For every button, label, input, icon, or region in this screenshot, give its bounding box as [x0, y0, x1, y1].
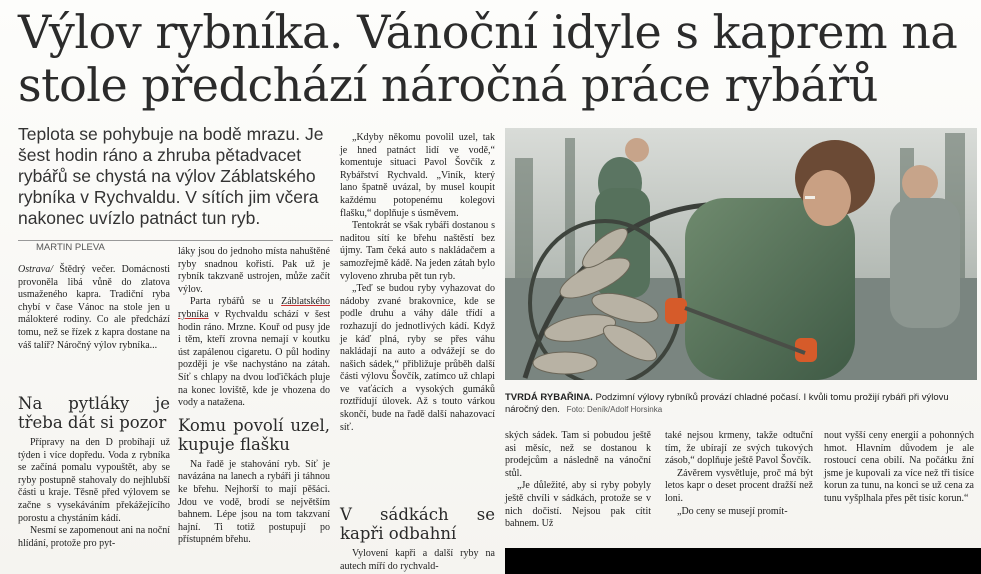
caption-label: TVRDÁ RYBAŘINA. — [505, 392, 593, 403]
col2-text-a: Parta rybářů se u — [190, 296, 282, 308]
col1-paragraph-3: Nesmí se zapomenout ani na noční hlídání, protože pro pyt- — [18, 525, 170, 549]
col2-paragraph-1: láky jsou do jednoho místa nahuštěné ryby snadnou kořistí. Pak už je rybník takzvaně ustrojen, může začít výlov. — [178, 246, 330, 295]
subheading-2: Komu povolí uzel, kupuje flašku — [178, 415, 330, 454]
col3-paragraph-3: „Teď se budou ryby vyhazovat do nádoby zvané brakovnice, kde se podle druhu a váhy dále třídí a rozhazují do jednotlivých kádí. Když je káď plná, ryby se přes váhu nakládají na auto a odvážejí se do našich sádek,“ přibližuje průběh další části výlovu Šovčík, zatímco už chlapi ve vaťácích a vysokých gumáků roztřídují úlovek. Až s touto várkou skončí, bude na řadě další nahazovací síť. — [340, 283, 495, 433]
article-lead: Teplota se pohybuje na bodě mrazu. Je šest hodin ráno a zhruba pětadvacet rybářů se chystá na výlov Záblatského rybníka v Rychvaldu. V sítích jim včera nakonec uvízlo patnáct tun ryb. — [18, 124, 324, 228]
article-headline: Výlov rybníka. Vánoční idyle s kaprem na stole předchází náročná práce rybářů — [18, 5, 958, 112]
column-1 — [18, 264, 170, 352]
col3-paragraph-1: „Kdyby někomu povolil uzel, tak je hned patnáct lidí ve vodě,“ komentuje situaci Pavol Šovčík z Rybářství Rychvald. „Viník, který lano špatně uvázal, by musel koupit každému potopenému kolegovi flašku,“ doplňuje s úsměvem. — [340, 132, 495, 219]
col1-paragraph-1: Štědrý večer. Domácnosti provoněla libá vůně do zlatova usmaženého kapra. Tradiční ryba chybí v čase Vánoc na stole jen u málokteré rodiny. Co ale předchází tomu, než se řízek z kapra dostane na váš talíř? Náročný výlov rybníka... — [18, 264, 171, 351]
photo-credit: Foto: Deník/Adolf Horsinka — [566, 405, 663, 414]
fishing-photo — [505, 128, 977, 380]
subheading-1: Na pytláky je třeba dát si pozor — [18, 394, 170, 432]
dateline: Ostrava/ — [18, 264, 53, 275]
column-1-bottom — [18, 388, 170, 550]
scan-black-bar — [505, 548, 981, 574]
column-6 — [824, 430, 974, 506]
col5-paragraph-3: „Do ceny se musejí promít- — [677, 505, 788, 517]
col6-paragraph-1: nout vyšší ceny energií a pohonných hmot. Hlavním důvodem je ale rostoucí cena obilí. Na počátku žní jsme je kupovali za více než tři tisíce korun za tunu, na konci se už cena za tunu vyšplhala přes pět tisíc korun.“ — [824, 430, 974, 504]
caption-text: Podzimní výlovy rybníků provází chladné počasí. I kvůli tomu prožijí rybáři při výlovu náročný den. — [505, 392, 949, 415]
subheading-3: V sádkách se kapři odbahní — [340, 505, 495, 543]
col5-paragraph-1: také nejsou krmeny, takže odtuční tím, že ubírají ze svých tukových zásob,“ doplňuje ještě Pavol Šovčík. — [665, 430, 813, 467]
column-5 — [665, 430, 813, 518]
column-2 — [178, 246, 330, 547]
col4-paragraph-1: ských sádek. Tam si pobudou ještě asi měsíc, než se dostanou k prodejcům a následně na vánoční stůl. — [505, 430, 651, 479]
column-4 — [505, 430, 651, 531]
underlined-place-name: Záblatského rybníka — [178, 296, 330, 320]
col3-paragraph-4: Vylovení kapři a další ryby na autech míří do rychvald- — [340, 548, 495, 572]
col2-paragraph-2 — [178, 296, 330, 409]
author-name: MARTIN PLEVA — [36, 242, 105, 253]
column-3 — [340, 132, 495, 434]
col1-paragraph-2: Přípravy na den D probíhají už týden i více dopředu. Voda z rybníka se začíná pomalu vypouštět, aby se ryby postupně stahovaly do nejhlubší části u kraje. Těsně před výlovem se začne s vysekáváním překážejícího porostu a chystáním kádí. — [18, 437, 170, 524]
col5-paragraph-2: Závěrem vysvětluje, proč má být letos kapr o deset procent dražší než loni. — [665, 467, 813, 504]
col2-paragraph-3: Na řadě je stahování ryb. Síť je navázána na lanech a rybáři ji táhnou ke břehu. Nejhorší to mají pěšáci. Jdou ve vodě, brodí se největším bahnem. Lépe jsou na tom takzvaní hajní. Ti totiž postupují po přístupném břehu. — [178, 458, 330, 546]
fishermen-net-photo — [505, 128, 977, 380]
column-3-bottom — [340, 505, 495, 573]
photo-caption — [505, 392, 977, 416]
col2-text-b: v Rychvaldu schází v šest hodin ráno. Mrzne. Kouř od pusy jde i těm, kteří zrovna nemají v koutku úst zapálenou cigaretu. O půl hodiny později je vše nachystáno na zátah. Síť s chlapy na dvou loďičkách pluje na konec loviště, kde je vhozena do vody a natažena. — [178, 308, 330, 409]
col3-paragraph-2: Tentokrát se však rybáři dostanou s naditou sítí ke břehu naštěstí bez újmy. Tam čeká auto s nakládačem a samozřejmě kádě. Na jeden zátah bylo vyloveno zhruba pět tun ryb. — [340, 220, 495, 282]
col4-paragraph-2: „Je důležité, aby si ryby pobyly ještě chvíli v sádkách, protože se v nich dočistí. Nejsou pak cítit bahnem. Už — [505, 480, 651, 530]
